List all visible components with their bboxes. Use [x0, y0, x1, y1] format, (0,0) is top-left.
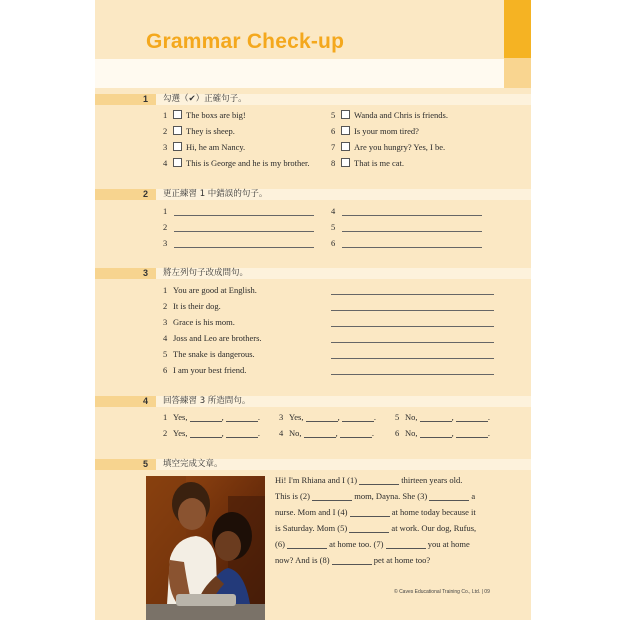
page-tab-upper — [504, 0, 531, 58]
answer-item-5: 5 No, , . — [395, 412, 491, 422]
answer-blank[interactable] — [226, 412, 258, 422]
answer-word: No, — [289, 428, 302, 438]
paragraph-text: at work. Our dog, Rufus, — [391, 523, 477, 533]
answer-blank[interactable] — [306, 412, 338, 422]
check-item-1 — [163, 110, 246, 121]
answer-word: No, — [405, 412, 418, 422]
checkbox[interactable] — [341, 110, 350, 119]
answer-item-6: 6 No, , . — [395, 428, 491, 438]
item-number: 8 — [331, 158, 336, 168]
item-number: 2 — [163, 301, 168, 311]
paragraph-blank-2[interactable] — [312, 491, 352, 501]
paragraph-text: Hi! I'm Rhiana and I (1) — [275, 475, 358, 485]
item-text: They is sheep. — [186, 126, 235, 136]
item-number: 3 — [163, 317, 168, 327]
paragraph-text: at home today because it — [391, 507, 476, 517]
statement-3 — [163, 317, 235, 328]
page-title: Grammar Check-up — [146, 30, 345, 53]
answer-blank[interactable] — [456, 428, 488, 438]
checkbox[interactable] — [341, 142, 350, 151]
correction-number-3: 3 — [163, 238, 168, 248]
answer-blank[interactable] — [190, 428, 222, 438]
paragraph-blank-7[interactable] — [386, 539, 426, 549]
paragraph-text: (6) — [275, 539, 285, 549]
answer-item-2: 2 Yes, , . — [163, 428, 260, 438]
section-2-instruction: 更正練習 1 中錯誤的句子。 — [163, 189, 268, 199]
correction-line-4[interactable] — [342, 215, 482, 216]
item-number: 4 — [163, 158, 168, 168]
paragraph-blank-5[interactable] — [349, 523, 389, 533]
statement-6 — [163, 365, 246, 376]
section-5-number: 5 — [143, 459, 149, 469]
answer-blank[interactable] — [420, 412, 452, 422]
section-2-number: 2 — [143, 189, 149, 199]
correction-number-5: 5 — [331, 222, 336, 232]
answer-word: Yes, — [173, 412, 188, 422]
item-number: 2 — [163, 126, 168, 136]
item-text: This is George and he is my brother. — [186, 158, 310, 168]
section-4-number: 4 — [143, 396, 149, 406]
section-1-instruction: 勾選（✔）正確句子。 — [163, 94, 247, 104]
paragraph-blank-8[interactable] — [332, 555, 372, 565]
item-number: 1 — [163, 412, 168, 422]
checkbox[interactable] — [173, 158, 182, 167]
correction-line-2[interactable] — [174, 231, 314, 232]
statement-2 — [163, 301, 221, 312]
item-number: 3 — [279, 412, 284, 422]
item-text: Wanda and Chris is friends. — [354, 110, 448, 120]
answer-word: Yes, — [289, 412, 304, 422]
question-line-2[interactable] — [331, 310, 494, 311]
correction-line-6[interactable] — [342, 247, 482, 248]
checkbox[interactable] — [173, 126, 182, 135]
item-number: 6 — [395, 428, 400, 438]
correction-number-4: 4 — [331, 206, 336, 216]
paragraph-text: at home too. (7) — [329, 539, 384, 549]
item-number: 5 — [163, 349, 168, 359]
checkbox[interactable] — [341, 126, 350, 135]
answer-word: No, — [405, 428, 418, 438]
paragraph-text: a — [471, 491, 476, 501]
section-4-instruction: 回答練習 3 所造問句。 — [163, 396, 251, 406]
photo-mother-daughter — [146, 476, 265, 620]
answer-blank[interactable] — [226, 428, 258, 438]
question-line-3[interactable] — [331, 326, 494, 327]
check-item-2 — [163, 126, 235, 137]
answer-blank[interactable] — [456, 412, 488, 422]
paragraph-blank-1[interactable] — [359, 475, 399, 485]
item-text: Is your mom tired? — [354, 126, 419, 136]
item-text: The snake is dangerous. — [173, 349, 255, 359]
question-line-6[interactable] — [331, 374, 494, 375]
item-number: 6 — [331, 126, 336, 136]
paragraph-text: thirteen years old. — [401, 475, 463, 485]
question-line-4[interactable] — [331, 342, 494, 343]
statement-1 — [163, 285, 257, 296]
answer-blank[interactable] — [340, 428, 372, 438]
correction-line-5[interactable] — [342, 231, 482, 232]
check-item-5 — [331, 110, 448, 121]
correction-number-6: 6 — [331, 238, 336, 248]
question-line-1[interactable] — [331, 294, 494, 295]
section-1-number: 1 — [143, 94, 149, 104]
item-text: Hi, he am Nancy. — [186, 142, 246, 152]
answer-word: Yes, — [173, 428, 188, 438]
answer-item-4: 4 No, , . — [279, 428, 375, 438]
answer-blank[interactable] — [304, 428, 336, 438]
title-band — [95, 59, 504, 88]
item-text: It is their dog. — [173, 301, 221, 311]
page-tab-lower — [504, 58, 531, 88]
answer-blank[interactable] — [342, 412, 374, 422]
answer-blank[interactable] — [190, 412, 222, 422]
paragraph-text: This is (2) — [275, 491, 310, 501]
check-item-4 — [163, 158, 310, 169]
correction-number-1: 1 — [163, 206, 168, 216]
item-number: 5 — [395, 412, 400, 422]
item-number: 1 — [163, 110, 168, 120]
paragraph-text: now? And is (8) — [275, 555, 330, 565]
answer-item-1: 1 Yes, , . — [163, 412, 260, 422]
page-footer: © Caves Educational Training Co., Ltd. | 09 — [394, 589, 490, 595]
item-text: That is me cat. — [354, 158, 405, 168]
paragraph-text: mom, Dayna. She (3) — [354, 491, 428, 501]
section-5-instruction: 填空完成文章。 — [163, 459, 223, 469]
item-text: The boxs are big! — [186, 110, 246, 120]
statement-5 — [163, 349, 255, 360]
item-number: 5 — [331, 110, 336, 120]
check-item-8 — [331, 158, 404, 169]
paragraph-blank-4[interactable] — [350, 507, 390, 517]
item-text: Joss and Leo are brothers. — [173, 333, 262, 343]
answer-item-3: 3 Yes, , . — [279, 412, 376, 422]
item-number: 6 — [163, 365, 168, 375]
paragraph-blank-3[interactable] — [429, 491, 469, 501]
correction-line-3[interactable] — [174, 247, 314, 248]
item-number: 1 — [163, 285, 168, 295]
item-number: 2 — [163, 428, 168, 438]
paragraph-text: pet at home too? — [373, 555, 431, 565]
statement-4 — [163, 333, 262, 344]
correction-line-1[interactable] — [174, 215, 314, 216]
item-number: 3 — [163, 142, 168, 152]
item-number: 4 — [279, 428, 284, 438]
correction-number-2: 2 — [163, 222, 168, 232]
section-3-number: 3 — [143, 268, 149, 278]
paragraph-text: you at home — [427, 539, 470, 549]
answer-blank[interactable] — [420, 428, 452, 438]
check-item-6 — [331, 126, 419, 137]
paragraph-text: is Saturday. Mom (5) — [275, 523, 348, 533]
item-text: Grace is his mom. — [173, 317, 235, 327]
paragraph-text: nurse. Mom and I (4) — [275, 507, 348, 517]
paragraph-blank-6[interactable] — [287, 539, 327, 549]
checkbox[interactable] — [173, 110, 182, 119]
question-line-5[interactable] — [331, 358, 494, 359]
checkbox[interactable] — [341, 158, 350, 167]
check-item-3 — [163, 142, 245, 153]
item-number: 4 — [163, 333, 168, 343]
check-item-7 — [331, 142, 445, 153]
section-3-instruction: 將左列句子改成問句。 — [163, 268, 249, 278]
item-text: I am your best friend. — [173, 365, 247, 375]
fill-in-paragraph — [275, 472, 500, 568]
item-number: 7 — [331, 142, 336, 152]
checkbox[interactable] — [173, 142, 182, 151]
item-text: You are good at English. — [173, 285, 257, 295]
item-text: Are you hungry? Yes, I be. — [354, 142, 446, 152]
